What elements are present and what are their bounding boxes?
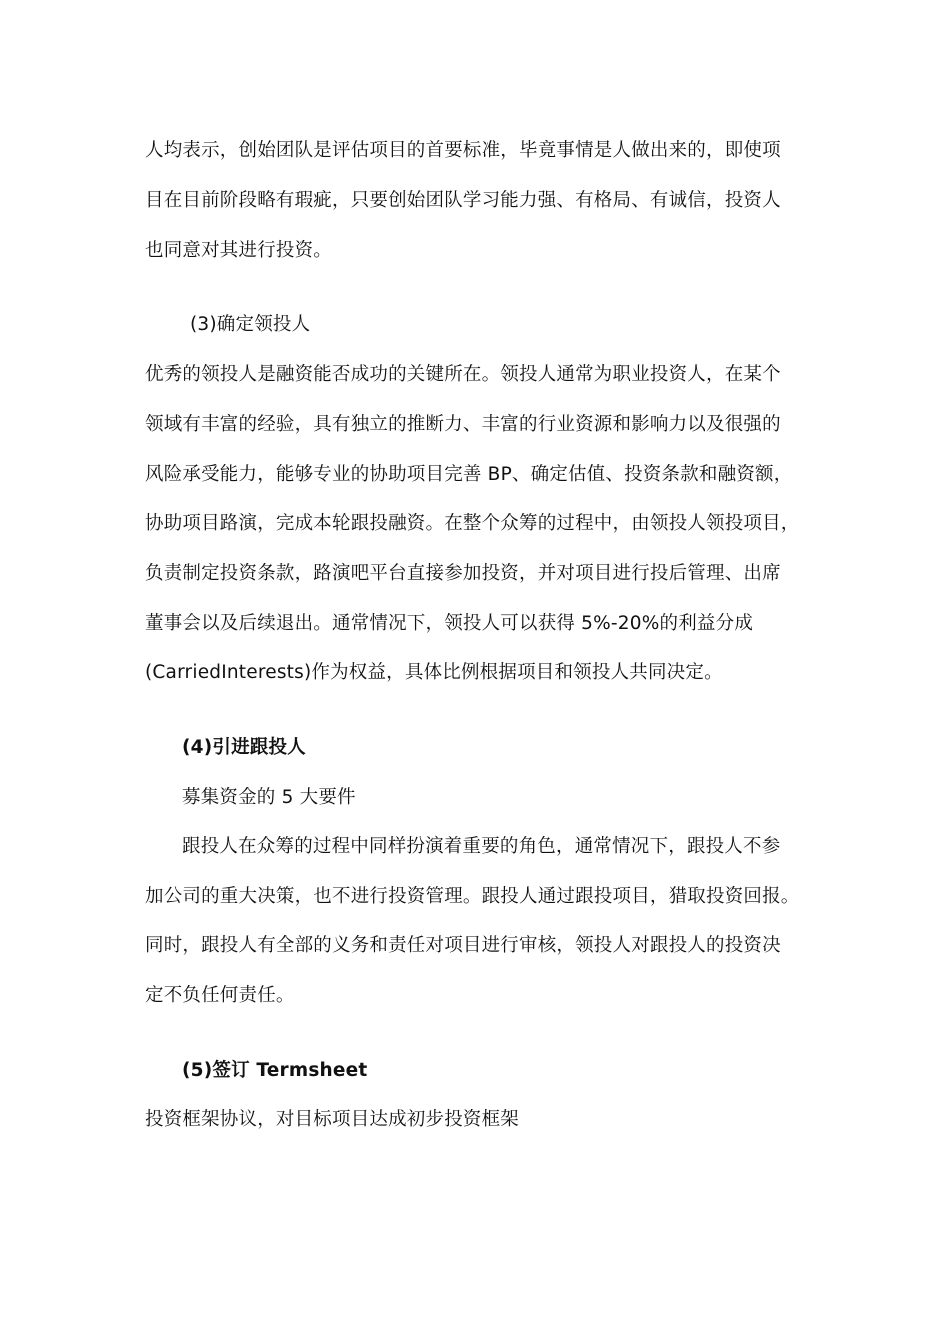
- section-subheading: 募集资金的 5 大要件: [182, 787, 356, 808]
- section-heading: (3)确定领投人: [190, 314, 311, 335]
- paragraph-line: 优秀的领投人是融资能否成功的关键所在。领投人通常为职业投资人，在某个: [145, 364, 781, 385]
- paragraph-line: 领域有丰富的经验，具有独立的推断力、丰富的行业资源和影响力以及很强的: [145, 414, 781, 435]
- section-heading: (4)引进跟投人: [182, 737, 306, 758]
- paragraph-line: 董事会以及后续退出。通常情况下，领投人可以获得 5%-20%的利益分成: [145, 613, 754, 634]
- paragraph-line: 风险承受能力，能够专业的协助项目完善 BP、确定估值、投资条款和融资额，: [145, 464, 793, 485]
- paragraph-line: 定不负任何责任。: [145, 985, 295, 1006]
- paragraph-line: 协助项目路演，完成本轮跟投融资。在整个众筹的过程中，由领投人领投项目，: [145, 513, 800, 534]
- paragraph-line: 加公司的重大决策，也不进行投资管理。跟投人通过跟投项目，猎取投资回报。: [145, 886, 800, 907]
- paragraph-line: 投资框架协议，对目标项目达成初步投资框架: [145, 1109, 520, 1130]
- paragraph-line: 人均表示，创始团队是评估项目的首要标准，毕竟事情是人做出来的，即使项: [145, 140, 781, 161]
- paragraph-line: 跟投人在众筹的过程中同样扮演着重要的角色，通常情况下，跟投人不参: [182, 836, 781, 857]
- paragraph-line: 负责制定投资条款，路演吧平台直接参加投资，并对项目进行投后管理、出席: [145, 563, 781, 584]
- paragraph-line: 同时，跟投人有全部的义务和责任对项目进行审核，领投人对跟投人的投资决: [145, 935, 781, 956]
- paragraph-line: 目在目前阶段略有瑕疵，只要创始团队学习能力强、有格局、有诚信，投资人: [145, 190, 781, 211]
- section-heading: (5)签订 Termsheet: [182, 1060, 368, 1081]
- paragraph-line: (CarriedInterests)作为权益，具体比例根据项目和领投人共同决定。: [145, 662, 723, 683]
- paragraph-line: 也同意对其进行投资。: [145, 240, 333, 261]
